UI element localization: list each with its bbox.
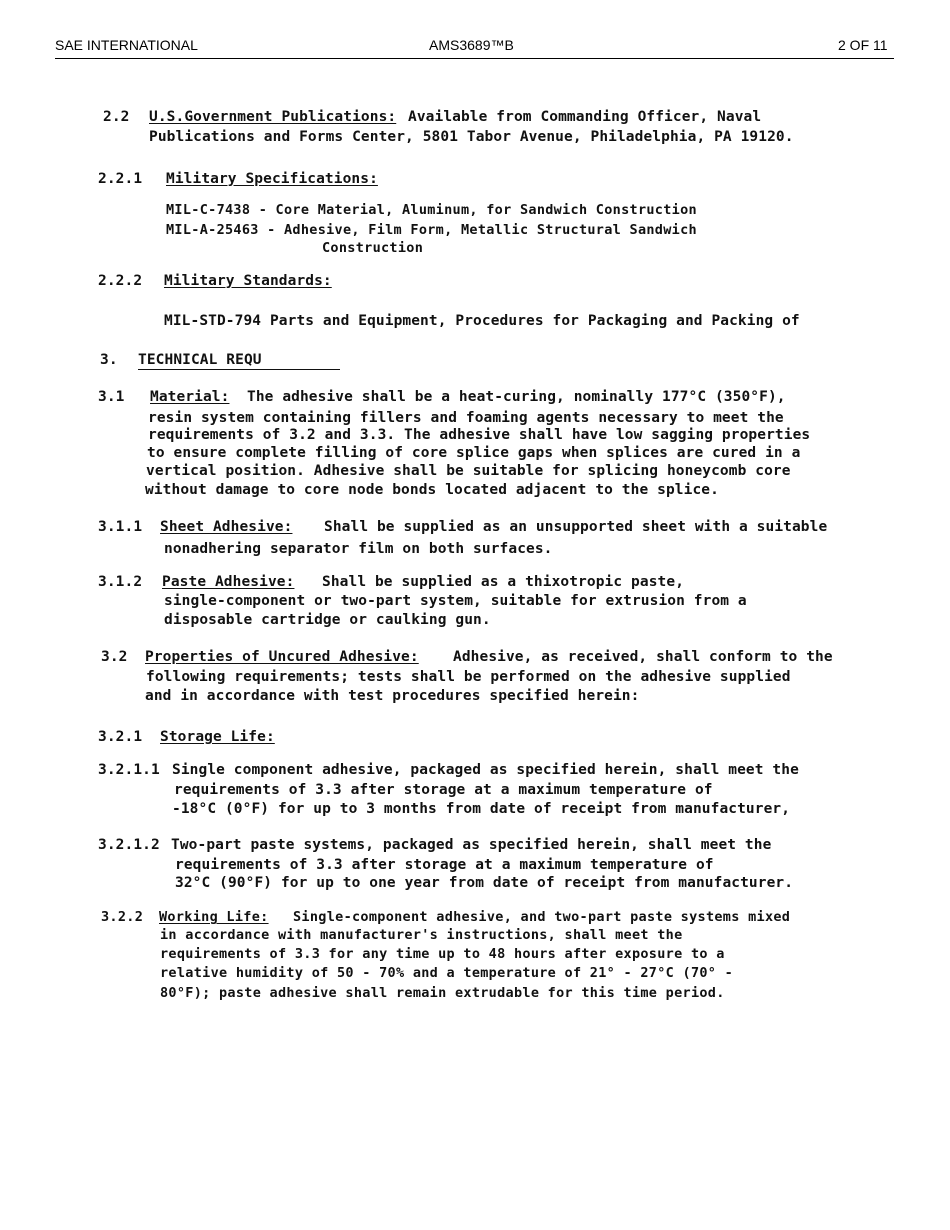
paragraph-line: in accordance with manufacturer's instructions, shall meet the (160, 927, 683, 943)
paragraph-line: Shall be supplied as an unsupported sheet with a suitable (324, 519, 828, 535)
section-number: 3.2 (101, 649, 128, 665)
header-org: SAE INTERNATIONAL (55, 37, 198, 53)
paragraph-line: requirements of 3.3 after storage at a maximum temperature of (174, 782, 713, 798)
spec-item-continued: Construction (322, 240, 424, 256)
paragraph-line: to ensure complete filling of core splice gaps when splices are cured in a (147, 445, 801, 461)
section-number: 3.2.1.1 (98, 762, 160, 778)
section-title: Working Life: (159, 909, 269, 925)
paragraph-line: Single component adhesive, packaged as specified herein, shall meet the (172, 762, 799, 778)
paragraph-line: requirements of 3.2 and 3.3. The adhesive shall have low sagging properties (148, 427, 811, 443)
section-title: TECHNICAL REQU (138, 352, 262, 368)
paragraph-line: following requirements; tests shall be performed on the adhesive supplied (146, 669, 791, 685)
section-title: Military Standards: (164, 273, 332, 289)
paragraph-line: Shall be supplied as a thixotropic paste, (322, 574, 685, 590)
section-number: 2.2.1 (98, 171, 143, 187)
section-number: 3.1.2 (98, 574, 143, 590)
standard-item: MIL-STD-794 Parts and Equipment, Procedures for Packaging and Packing of (164, 313, 800, 329)
section-number: 3.1.1 (98, 519, 143, 535)
paragraph-line: Single-component adhesive, and two-part paste systems mixed (293, 909, 791, 925)
paragraph-line: nonadhering separator film on both surfaces. (164, 541, 553, 557)
paragraph-line: relative humidity of 50 - 70% and a temperature of 21° - 27°C (70° - (160, 965, 734, 981)
paragraph-line: vertical position. Adhesive shall be suitable for splicing honeycomb core (146, 463, 791, 479)
paragraph-line: requirements of 3.3 after storage at a maximum temperature of (175, 857, 714, 873)
paragraph-line: Available from Commanding Officer, Naval (408, 109, 762, 125)
section-title: U.S.Government Publications: (149, 109, 397, 125)
header-doc-number: AMS3689™B (429, 37, 514, 53)
paragraph-line: single-component or two-part system, suitable for extrusion from a (164, 593, 747, 609)
paragraph-line: disposable cartridge or caulking gun. (164, 612, 491, 628)
paragraph-line: without damage to core node bonds located adjacent to the splice. (145, 482, 719, 498)
section-number: 3. (100, 352, 118, 368)
paragraph-line: Two-part paste systems, packaged as specified herein, shall meet the (171, 837, 772, 853)
section-title: Military Specifications: (166, 171, 378, 187)
section-title: Properties of Uncured Adhesive: (145, 649, 419, 665)
paragraph-line: Adhesive, as received, shall conform to the (453, 649, 833, 665)
section-title: Sheet Adhesive: (160, 519, 293, 535)
header-page-number: 2 OF 11 (838, 37, 888, 53)
header-rule (55, 58, 894, 59)
section-number: 2.2 (103, 109, 130, 125)
paragraph-line: resin system containing fillers and foaming agents necessary to meet the (148, 410, 784, 426)
section-number: 3.2.1.2 (98, 837, 160, 853)
section-number: 3.1 (98, 389, 125, 405)
section-title: Storage Life: (160, 729, 275, 745)
section-title: Material: (150, 389, 230, 405)
paragraph-line: requirements of 3.3 for any time up to 48 hours after exposure to a (160, 946, 725, 962)
section-number: 3.2.2 (101, 909, 144, 925)
paragraph-line: and in accordance with test procedures specified herein: (145, 688, 640, 704)
spec-item: MIL-C-7438 - Core Material, Aluminum, for Sandwich Construction (166, 202, 697, 218)
paragraph-line: -18°C (0°F) for up to 3 months from date of receipt from manufacturer, (172, 801, 791, 817)
paragraph-line: 80°F); paste adhesive shall remain extrudable for this time period. (160, 985, 725, 1001)
spec-item: MIL-A-25463 - Adhesive, Film Form, Metallic Structural Sandwich (166, 222, 697, 238)
section-number: 2.2.2 (98, 273, 143, 289)
paragraph-line: Publications and Forms Center, 5801 Tabor Avenue, Philadelphia, PA 19120. (149, 129, 794, 145)
section-title-underline (138, 369, 340, 370)
section-number: 3.2.1 (98, 729, 143, 745)
section-title: Paste Adhesive: (162, 574, 295, 590)
paragraph-line: The adhesive shall be a heat-curing, nominally 177°C (350°F), (247, 389, 786, 405)
paragraph-line: 32°C (90°F) for up to one year from date of receipt from manufacturer. (175, 875, 794, 891)
